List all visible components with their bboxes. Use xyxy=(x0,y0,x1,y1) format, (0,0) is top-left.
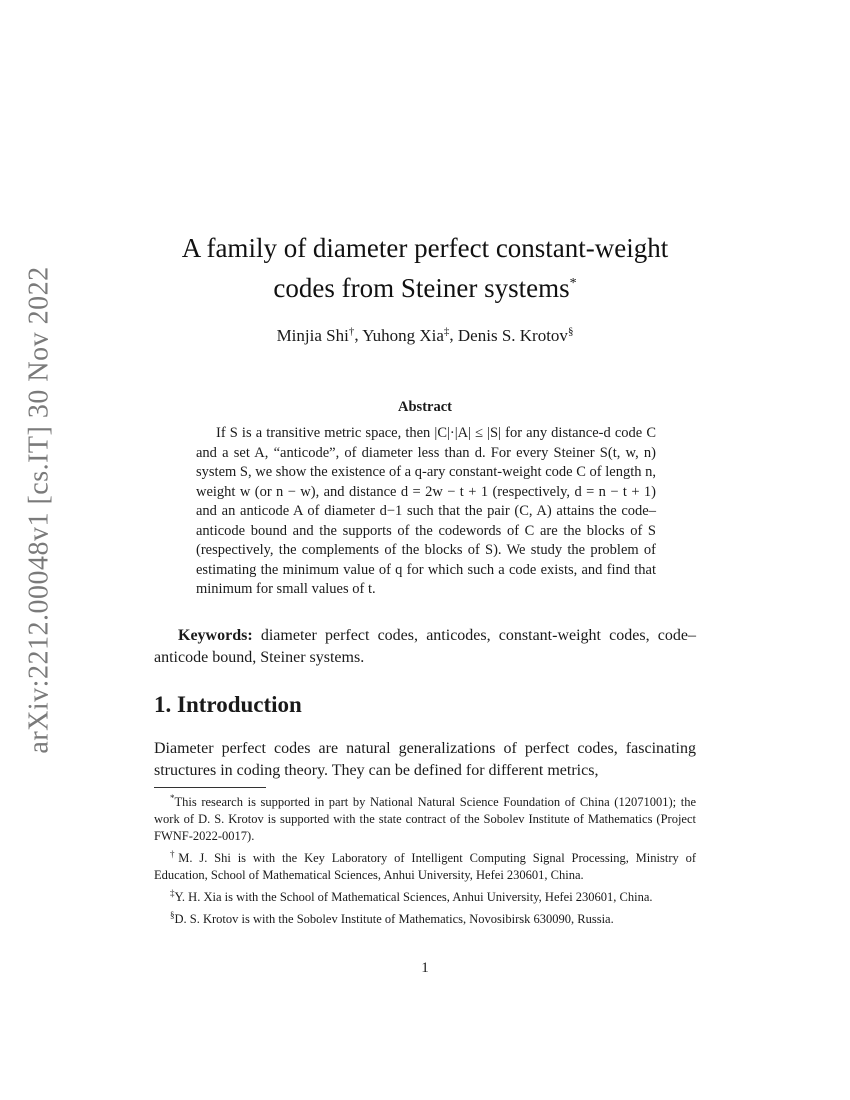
paper-title xyxy=(150,230,700,306)
footnote-rule xyxy=(154,787,266,788)
abstract-body: If S is a transitive metric space, then |C|·|A| ≤ |S| for any distance-d code C and a set A, “anticode”, of diameter less than d. For every Steiner S(t, w, n) system S, we show the existence of a q-ary constant-weight code C of length n, weight w (or n − w), and distance d = 2w − t + 1 (respectively, d = n − t + 1) and an anticode A of diameter d−1 such that the pair (C, A) attains the code–anticode bound and the supports of the codewords of C are the blocks of S (respectively, the complements of the blocks of S). We study the problem of estimating the minimum value of q for which such a code exists, and find that minimum for small values of t. xyxy=(196,425,656,597)
title-line-2-text: codes from Steiner systems xyxy=(273,273,570,303)
arxiv-identifier-stamp xyxy=(16,266,64,754)
footnote-4-text: D. S. Krotov is with the Sobolev Institute of Mathematics, Novosibirsk 630090, Russia. xyxy=(174,912,614,927)
footnotes xyxy=(154,790,696,930)
footnote-3-mark: ‡ xyxy=(170,888,175,899)
title-line-2 xyxy=(150,266,700,306)
author-3-mark: § xyxy=(567,325,574,337)
footnote-2 xyxy=(154,846,696,884)
author-2-mark: ‡ xyxy=(443,325,450,337)
footnote-1-text: This research is supported in part by National Natural Science Foundation of China (12071001); the work of D. S. Krotov is supported with the state contract of the Sobolev Institute of Mathematics (Project FWNF-2022-0017). xyxy=(154,795,696,844)
keywords-text: diameter perfect codes, anticodes, constant-weight codes, code–anticode bound, Steiner systems. xyxy=(154,627,696,666)
title-line-1: A family of diameter perfect constant-weight xyxy=(181,233,669,263)
footnote-4-mark: § xyxy=(170,910,175,921)
footnote-3-text: Y. H. Xia is with the School of Mathematical Sciences, Anhui University, Hefei 230601, China. xyxy=(174,890,653,905)
footnote-4 xyxy=(154,907,696,928)
arxiv-identifier-text: arXiv:2212.00048v1 [cs.IT] 30 Nov 2022 xyxy=(24,266,55,754)
footnote-1-mark: * xyxy=(170,793,175,803)
intro-paragraph: Diameter perfect codes are natural generalizations of perfect codes, fascinating structures in coding theory. They can be defined for different metrics, xyxy=(154,740,696,779)
author-2-name: Yuhong Xia xyxy=(362,325,444,345)
author-3 xyxy=(458,326,574,345)
author-3-name: Denis S. Krotov xyxy=(457,325,568,345)
author-1-mark: † xyxy=(348,325,355,337)
section-heading: 1. Introduction xyxy=(154,692,302,717)
author-1-name: Minjia Shi xyxy=(276,325,349,345)
footnote-2-mark: † xyxy=(170,849,179,860)
footnote-2-text: M. J. Shi is with the Key Laboratory of Intelligent Computing Signal Processing, Ministry of Education, School of Mathematical Sciences, Anhui University, Hefei 230601, China. xyxy=(154,851,697,883)
title-footnote-mark: * xyxy=(569,276,577,291)
abstract-heading: Abstract xyxy=(398,399,452,415)
keywords-paragraph xyxy=(154,625,696,669)
author-2 xyxy=(362,326,449,345)
footnote-1 xyxy=(154,790,696,845)
page-number: 1 xyxy=(421,960,429,976)
author-list: Minjia Shi†, Yuhong Xia‡, Denis S. Krotov§ xyxy=(276,325,574,345)
author-1 xyxy=(277,326,355,345)
keywords-label: Keywords: xyxy=(178,627,253,644)
footnote-3 xyxy=(154,885,696,906)
